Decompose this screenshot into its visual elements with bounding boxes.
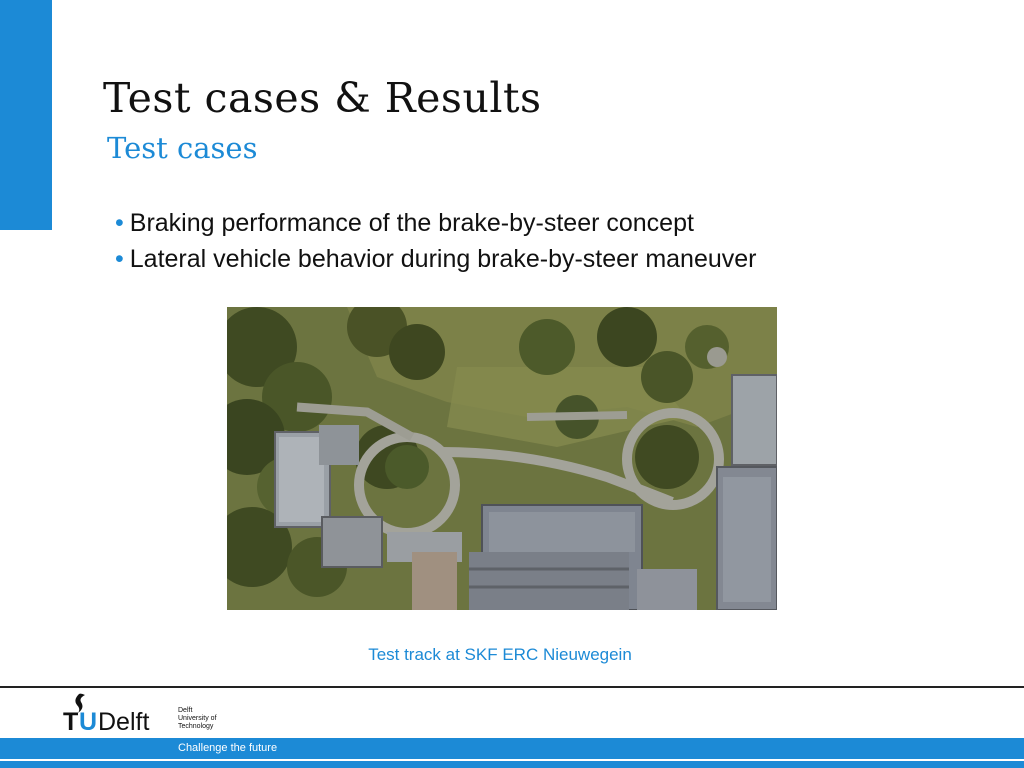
tudelft-logo bbox=[63, 692, 173, 734]
bullet-list bbox=[115, 205, 757, 277]
image-caption bbox=[0, 645, 1000, 665]
bullet-icon: • bbox=[115, 209, 124, 237]
svg-text:T: T bbox=[63, 708, 79, 734]
bullet-item bbox=[115, 205, 757, 241]
accent-bar bbox=[0, 0, 52, 230]
image-caption-text: Test track at SKF ERC Nieuwegein bbox=[368, 645, 632, 664]
institution-line: University of bbox=[178, 715, 217, 722]
footer-tagline: Challenge the future bbox=[178, 742, 278, 754]
footer-band-bottom bbox=[0, 761, 1024, 768]
institution-line: Delft bbox=[178, 707, 193, 714]
institution-name bbox=[178, 707, 217, 731]
footer-band bbox=[0, 738, 1024, 759]
bullet-icon: • bbox=[115, 245, 124, 273]
bullet-text: Braking performance of the brake-by-steer concept bbox=[129, 209, 694, 237]
bullet-item bbox=[115, 241, 757, 277]
footer-divider bbox=[0, 686, 1024, 688]
aerial-photo-illustration bbox=[227, 307, 777, 610]
aerial-photo-test-track bbox=[227, 307, 777, 610]
slide-title: Test cases & Results bbox=[103, 74, 542, 122]
institution-line: Technology bbox=[178, 723, 214, 730]
svg-text:Delft: Delft bbox=[98, 708, 150, 734]
svg-text:U: U bbox=[79, 708, 98, 734]
slide-subtitle: Test cases bbox=[107, 131, 258, 165]
bullet-text: Lateral vehicle behavior during brake-by-steer maneuver bbox=[129, 245, 757, 273]
